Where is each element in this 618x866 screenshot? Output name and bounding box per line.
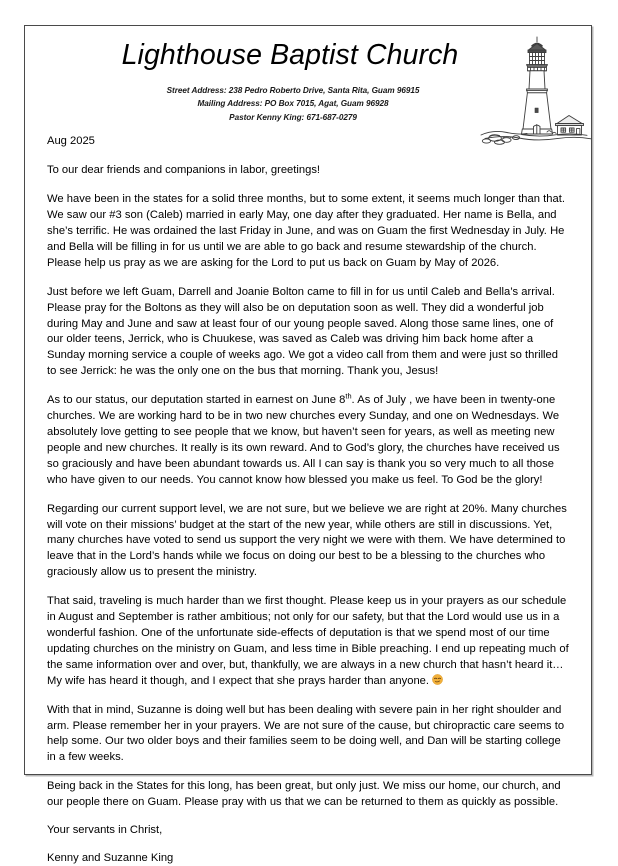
paragraph-closing-thoughts: Being back in the States for this long, has been great, but only just. We miss our home, our church, and our people there on Guam. Please pray with us that we can be returned to them as quickly as possible. (47, 780, 561, 809)
deputation-text-after: . As of July , we have been in twenty-one churches. We are working hard to be in two new churches every Sunday, and one on Wednesdays. We absolutely love getting to see people that we know, but haven’t seen for years, as well as meeting new people and new churches. It really is its own reward. And to God’s glory, the churches have received us so graciously and have been abundant towards us. All I can say is thank you so very much to all those who have given to our needs. You cannot know how blessed you make us feel. To God be the glory! (47, 394, 560, 486)
paragraph-suzanne-health: With that in mind, Suzanne is doing well but has been dealing with severe pain in her right shoulder and arm. Please remember her in your prayers. We are not sure of the cause, but chiropractic care seems to help some. Our two older boys and their families seem to be doing well, and Dan will be starting college in a few weeks. (47, 703, 565, 764)
deputation-text-before: As to our status, our deputation started in earnest on June 8 (47, 394, 346, 407)
pastor-contact-line: Pastor Kenny King: 671-687-0279 (229, 112, 357, 122)
ordinal-suffix: th (345, 391, 352, 401)
letterhead (25, 26, 591, 134)
letter-greeting: To our dear friends and companions in labor, greetings! (47, 164, 321, 177)
paragraph-support-level: Regarding our current support level, we are not sure, but we believe we are right at 20%. Many churches will vote on their missions’ budget at the start of the new year, while others are still in discussions. Yet, many churches have voted to send us support the very night we were with them. We have determined to leave that in the Lord’s hands while we focus on doing our best to be a blessing to the churches who graciously allow us to present the ministry. (47, 502, 567, 579)
street-address-line: Street Address: 238 Pedro Roberto Drive, Santa Rita, Guam 96915 (166, 86, 420, 95)
letter-closing: Your servants in Christ, (47, 824, 163, 837)
smirking-face-emoji-icon (432, 674, 443, 685)
paragraph-family-news: We have been in the states for a solid three months, but to some extent, it seems much longer than that. We saw our #3 son (Caleb) married in early May, one day after they graduated. Her name is Bella, and she’s terrific. He was ordained the last Friday in June, and was on Guam the first Wednesday in July. He and Bella will be filling in for us until we are able to go back and resume stewardship of the church. Please help us pray as we are asking for the Lord to put us back on Guam by May of 2026. (47, 193, 565, 269)
page-title: Lighthouse Baptist Church (121, 39, 459, 71)
travel-text: That said, traveling is much harder than we first thought. Please keep us in your prayers as our schedule in August and September is rather ambitious; not only for our safety, but that the Lord would use us in a wonderful fashion. One of the unfortunate side-effects of deputation is that we spend most of our time updating churches on the ministry on Guam, and less time in Bible preaching. I end up repeating much of the same information over and over, but, thankfully, we are always in a new church that hasn’t heard it… My wife has heard it though, and I expect that she prays harder than anyone. (47, 595, 569, 687)
letter-date: Aug 2025 (47, 135, 95, 147)
contact-block (25, 84, 591, 124)
page-sheet (25, 26, 591, 865)
letter-signature: Kenny and Suzanne King (47, 852, 174, 865)
mailing-address-line: Mailing Address: PO Box 7015, Agat, Guam 96928 (197, 99, 389, 109)
paragraph-deputation-status (47, 393, 569, 488)
letter-body (25, 134, 591, 866)
paragraph-boltons: Just before we left Guam, Darrell and Joanie Bolton came to fill in for us until Caleb and Bella’s arrival. Please pray for the Boltons as they will also be on deputation soon as well. They did a wonderful job during May and June and saw at least four of our young people saved. Along those same lines, one of our older teens, Jerrick, who is Chuukese, was saved as Caleb was driving him back home after a Sunday morning service a couple of weeks ago. We got a video call from them and were just so thrilled to see Jerrick: he was the only one on the bus that morning. Thank you, Jesus! (47, 285, 558, 378)
paragraph-travel (47, 594, 569, 689)
document-page (24, 25, 592, 865)
